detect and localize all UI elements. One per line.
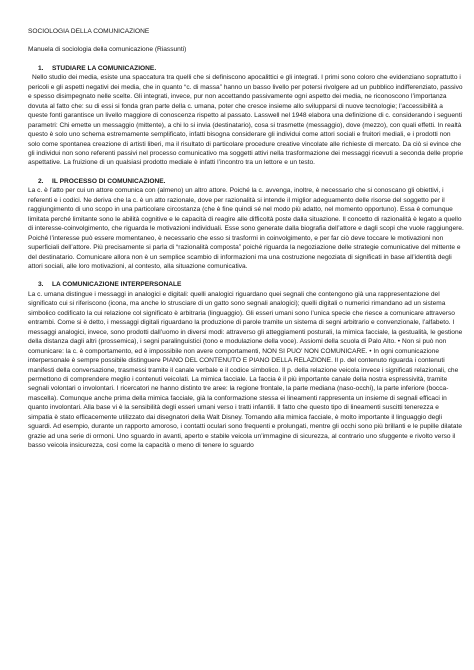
section-number: 3. xyxy=(38,281,44,289)
section-number: 1. xyxy=(38,64,44,72)
section-heading-1 xyxy=(38,64,464,73)
section-number: 2. xyxy=(38,177,44,185)
section-body-1: Nello studio dei media, esiste una spaccatura tra quelli che si definiscono apocalittici e gli integrati. I primi sono coloro che evidenziano soprattutto i pericoli e gli aspetti negativi dei media, che in quanto “c. di massa” hanno un basso livello per potersi rivolgere ad un pubblico indifferenziato, passivo e spesso disimpegnato nelle scelte. Gli integrati, invece, pur non accettando passivamente ogni aspetto dei media, ne riconoscono l’importanza dovuta al fatto che: su di essi si fonda gran parte della c. umana, poter che cresce insieme allo svilupparsi di nuove tecnologie; l’accessibilità a queste fonti garantisce un livello maggiore di conoscenza rispetto al passato. Lasswell nel 1948 elabora una definizione di c. considerando i seguenti parametri: Chi emette un messaggio (mittente), a chi lo si invia (destinatario), cosa si trasmette (messaggio), dove (mezzo), con quali effetti. In realtà questo è solo uno schema estremamente semplificato, infatti bisogna considerare gli individui come attori sociali e fruitori mediali, e i prodotti non solo come spontanea creazione di artisti liberi, ma il risultato di particolare procedure creative vincolate alle richieste di mercato. Da ciò si evince che gli individui non sono referenti passivi nel processo comunicativo ma soggetti attivi nella trasformazione dei messaggi ricevuti a seconda delle proprie aspettative. La fruizione di un qualsiasi prodotto mediale è infatti l’incontro tra un lettore e un testo. xyxy=(28,74,464,167)
section-title: STUDIARE LA COMUNICAZIONE. xyxy=(52,64,157,72)
section-heading-3 xyxy=(38,280,464,289)
document-title: SOCIOLOGIA DELLA COMUNICAZIONE xyxy=(28,28,150,35)
section-heading-2 xyxy=(38,177,464,186)
section-title: LA COMUNICAZIONE INTERPERSONALE xyxy=(52,281,182,289)
section-body-3: La c. umana distingue i messaggi in analogici e digitali: quelli analogici riguardano quei segnali che contengono già una rappresentazione del significato cui si riferiscono (icona, ma anche lo strusciare di un gatto sono segnali analogici); quelli digitali o numerici rimandano ad un sistema simbolico codificato la cui relazione col significato è arbitraria (linguaggio). Gli esseri umani sono l’unica specie che riesce a comunicare attraverso entrambi. Come si è detto, i messaggi digitali riguardano la produzione di parole tramite un sistema di segni arbitrario e convenzionale, l’alfabeto. I messaggi analogici, invece, sono prodotti dall’uomo in diversi modi: attraverso gli atteggiamenti posturali, la mimica facciale, la gestualità, le gestione della distanza dagli altri (prossemica), i segni paralinguistici (tono e modulazione della voce). Assiomi della scuola di Palo Alto. • Non si può non comunicare: la c. è comportamento, ed è impossibile non avere comportamenti, NON SI PUO’ NON COMUNICARE. • In ogni comunicazione interpersonale è sempre possibile distinguere PIANO DEL CONTENUTO E PIANO DELLA RELAZIONE. Il p. del contenuto riguarda i contenuti manifesti della conversazione, trasmessi tramite il canale verbale e il codice simbolico. Il p. della relazione veicola invece i significati relazionali, che permettono di comprendere meglio i contenuti veicolati. La mimica facciale. La faccia è il più importante canale della nostra espressività, tramite segnali volontari o involontari. I ricercatori ne hanno distinto tre aree: la regione frontale, la parte mediana (naso-occhi), la parte inferiore (bocca-mascella). Comunque anche prima della mimica facciale, già la conformazione stessa ei lineamenti rappresenta un insieme di segnali efficaci in quanto involontari. Alla base vi è la sensibilità degli esseri umani verso i tratti infantili. Il fatto che questo tipo di lineamenti suscitti tenerezza e simpatia è stato efficacemente utilizzato dai disegnatori della Walt Disney. Tornando alla mimica facciale, è molto importante il linguaggio degli sguardi. Ad esempio, durante un rapporto amoroso, i contatti oculari sono frequenti e prolungati, mentre gli occhi sono più brillanti e le pupille dilatate grazie ad una serie di ormoni. Uno sguardo in avanti, aperto e stabile veicola un’immagine di sicurezza, al contrario uno sfuggente e rivolto verso il basso veicola insicurezza, così come la capacità o meno di tenere lo sguardo xyxy=(28,290,463,450)
document-subtitle: Manuela di sociologia della comunicazione (Riassunti) xyxy=(28,46,187,54)
section-body-2: La c. è l’atto per cui un attore comunica con (almeno) un altro attore. Poiché la c. avvenga, inoltre, è necessario che si conoscano gli obiettivi, i referenti e i codici. Ne deriva che la c. è un atto razionale, dove per razionalità si intende il miglior adeguamento delle risorse del soggetto per il raggiungimento di uno scopo in una particolare circostanza (che è fine quindi sé nel modo più adatto, nel momento opportuno). Essa è comunque limitata perché limitante sono le abilità cognitive e le capacità di reagire alle difficoltà poste dalla situazione. Il concetto di razionalità è legato a quello di interesse-coinvolgimento, che riguarda le motivazioni individuali. Esse sono generate dalla biografia dell’attore e dagli scopi che vuole raggiungere. Poiché l’interesse può essere momentaneo, è necessario che esso si trasformi in coinvolgimento, e per far ciò deve toccare le motivazioni non superficiali dell’attore. Più precisamente si parla di “razionalità composta” poiché riguarda la negoziazione delle strategie comunicative del mittente e del destinatario. Comunicare allora non è un semplice scambio di informazioni ma una costruzione negoziata di significati in base all’identità degli attori sociali, alle loro motivazioni, al contesto, alla situazione comunicativa. xyxy=(28,187,464,270)
section-title: IL PROCESSO DI COMUNICAZIONE. xyxy=(52,177,166,185)
